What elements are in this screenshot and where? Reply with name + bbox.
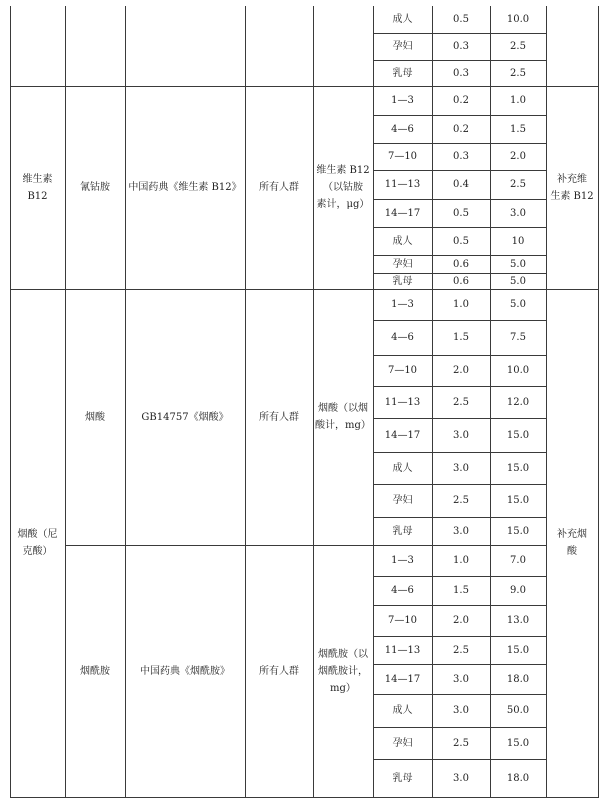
age-group-cell: 14—17 <box>384 207 421 219</box>
row-divider <box>373 636 547 637</box>
column-divider <box>125 6 126 798</box>
min-amount-cell: 2.5 <box>453 396 469 408</box>
nutrient-name: 烟酸（尼 克酸） <box>17 529 58 557</box>
min-amount-cell: 3.0 <box>453 705 469 716</box>
age-group-cell: 乳母 <box>392 67 413 79</box>
max-amount-cell: 7.5 <box>510 332 526 343</box>
max-amount-cell: 18.0 <box>506 673 530 685</box>
column-divider <box>10 6 11 798</box>
max-amount-cell: 3.0 <box>510 207 526 219</box>
max-amount-cell: 10.0 <box>506 365 530 376</box>
row-divider <box>10 289 599 290</box>
row-divider <box>10 797 599 798</box>
min-amount-cell: 0.5 <box>453 207 469 219</box>
min-amount-cell: 2.0 <box>453 615 469 626</box>
max-amount-cell: 10 <box>511 235 525 247</box>
standard-name: 中国药典《烟酰胺》 <box>140 665 230 677</box>
age-group-cell: 成人 <box>392 462 413 474</box>
max-amount-cell: 5.0 <box>510 275 526 287</box>
age-group-cell: 11—13 <box>384 396 421 408</box>
max-amount-cell: 9.0 <box>510 585 526 596</box>
row-divider <box>373 227 547 228</box>
unit-label: 烟酰胺（以 烟酰胺计， mg） <box>318 648 368 694</box>
max-amount-cell: 2.5 <box>510 67 526 79</box>
row-divider <box>65 545 547 546</box>
row-divider <box>10 86 599 87</box>
min-amount-cell: 1.0 <box>453 555 469 566</box>
age-group-cell: 孕妇 <box>392 258 413 270</box>
min-amount-cell: 3.0 <box>453 673 469 685</box>
min-amount-cell: 2.5 <box>453 737 469 749</box>
age-group-cell: 4—6 <box>391 332 414 343</box>
column-divider <box>65 6 66 798</box>
min-amount-cell: 3.0 <box>453 525 469 537</box>
age-group-cell: 14—17 <box>384 673 421 685</box>
min-amount-cell: 3.0 <box>453 772 469 784</box>
min-amount-cell: 2.0 <box>453 365 469 376</box>
age-group-cell: 孕妇 <box>392 41 413 52</box>
max-amount-cell: 2.5 <box>510 179 526 190</box>
age-group-cell: 11—13 <box>384 179 421 190</box>
compound-name: 烟酰胺 <box>80 665 110 677</box>
max-amount-cell: 2.5 <box>510 41 526 52</box>
max-amount-cell: 12.0 <box>506 396 530 408</box>
max-amount-cell: 10.0 <box>506 14 530 25</box>
purpose: 补充烟 酸 <box>557 529 587 557</box>
age-group-cell: 7—10 <box>387 151 418 162</box>
age-group-cell: 1—3 <box>391 299 414 310</box>
age-group-cell: 14—17 <box>384 429 421 441</box>
row-divider <box>373 605 547 606</box>
max-amount-cell: 1.0 <box>510 95 526 106</box>
row-divider <box>373 115 547 116</box>
row-divider <box>373 664 547 665</box>
max-amount-cell: 5.0 <box>510 299 526 310</box>
max-amount-cell: 15.0 <box>506 525 530 537</box>
age-group-cell: 7—10 <box>387 365 418 376</box>
min-amount-cell: 2.5 <box>453 495 469 506</box>
row-divider <box>373 199 547 200</box>
age-group-cell: 乳母 <box>392 772 413 784</box>
min-amount-cell: 0.3 <box>453 67 469 79</box>
population: 所有人群 <box>259 665 299 677</box>
age-group-cell: 11—13 <box>384 644 421 656</box>
row-divider <box>373 517 547 518</box>
row-divider <box>373 273 547 274</box>
row-divider <box>373 355 547 356</box>
min-amount-cell: 1.5 <box>453 332 469 343</box>
column-divider <box>432 6 433 798</box>
age-group-cell: 成人 <box>392 235 413 247</box>
max-amount-cell: 1.5 <box>510 123 526 135</box>
min-amount-cell: 2.5 <box>453 644 469 656</box>
max-amount-cell: 5.0 <box>510 258 526 270</box>
age-group-cell: 1—3 <box>391 95 414 106</box>
row-divider <box>373 694 547 695</box>
age-group-cell: 4—6 <box>391 123 414 135</box>
age-group-cell: 孕妇 <box>392 495 413 506</box>
population: 所有人群 <box>259 182 299 193</box>
unit-label: 维生素 B12 （以钴胺 素计，μg） <box>316 165 370 210</box>
row-divider <box>373 418 547 419</box>
row-divider <box>373 33 547 34</box>
min-amount-cell: 0.2 <box>453 95 469 106</box>
max-amount-cell: 7.0 <box>510 555 526 566</box>
age-group-cell: 乳母 <box>392 275 413 287</box>
compound-name: 氰钴胺 <box>80 182 110 193</box>
row-divider <box>373 60 547 61</box>
min-amount-cell: 0.5 <box>453 14 469 25</box>
column-divider <box>490 6 491 798</box>
max-amount-cell: 15.0 <box>506 644 530 656</box>
min-amount-cell: 0.5 <box>453 235 469 247</box>
max-amount-cell: 2.0 <box>510 151 526 162</box>
column-divider <box>313 6 314 798</box>
column-divider <box>546 6 547 798</box>
min-amount-cell: 3.0 <box>453 462 469 474</box>
max-amount-cell: 15.0 <box>506 462 530 474</box>
row-divider <box>373 143 547 144</box>
compound-name: 烟酸 <box>85 411 105 423</box>
row-divider <box>373 759 547 760</box>
row-divider <box>373 452 547 453</box>
min-amount-cell: 3.0 <box>453 429 469 441</box>
population: 所有人群 <box>259 411 299 423</box>
row-divider <box>373 484 547 485</box>
standard-name: 中国药典《维生素 B12》 <box>128 182 242 193</box>
column-divider <box>373 6 374 798</box>
row-divider <box>373 255 547 256</box>
age-group-cell: 乳母 <box>392 525 413 537</box>
max-amount-cell: 13.0 <box>506 615 530 626</box>
column-divider <box>245 6 246 798</box>
unit-label: 烟酸（以烟 酸计，mg） <box>315 403 371 431</box>
row-divider <box>373 386 547 387</box>
column-divider <box>598 6 599 798</box>
age-group-cell: 4—6 <box>391 585 414 596</box>
purpose: 补充维 生素 B12 <box>550 173 594 202</box>
max-amount-cell: 15.0 <box>506 495 530 506</box>
min-amount-cell: 0.4 <box>453 179 469 190</box>
row-divider <box>373 727 547 728</box>
row-divider <box>373 170 547 171</box>
min-amount-cell: 1.5 <box>453 585 469 596</box>
max-amount-cell: 50.0 <box>506 705 530 716</box>
standard-name: GB14757《烟酸》 <box>141 411 229 423</box>
age-group-cell: 成人 <box>392 705 413 716</box>
min-amount-cell: 0.3 <box>453 41 469 52</box>
age-group-cell: 成人 <box>392 14 413 25</box>
row-divider <box>373 320 547 321</box>
min-amount-cell: 0.6 <box>453 258 469 270</box>
min-amount-cell: 0.6 <box>453 275 469 287</box>
age-group-cell: 1—3 <box>391 555 414 566</box>
age-group-cell: 7—10 <box>387 615 418 626</box>
age-group-cell: 孕妇 <box>392 737 413 749</box>
max-amount-cell: 18.0 <box>506 772 530 784</box>
nutrient-name: 维生素 B12 <box>22 173 53 202</box>
max-amount-cell: 15.0 <box>506 429 530 441</box>
min-amount-cell: 0.3 <box>453 151 469 162</box>
min-amount-cell: 0.2 <box>453 123 469 135</box>
max-amount-cell: 15.0 <box>506 737 530 749</box>
row-divider <box>373 576 547 577</box>
min-amount-cell: 1.0 <box>453 299 469 310</box>
